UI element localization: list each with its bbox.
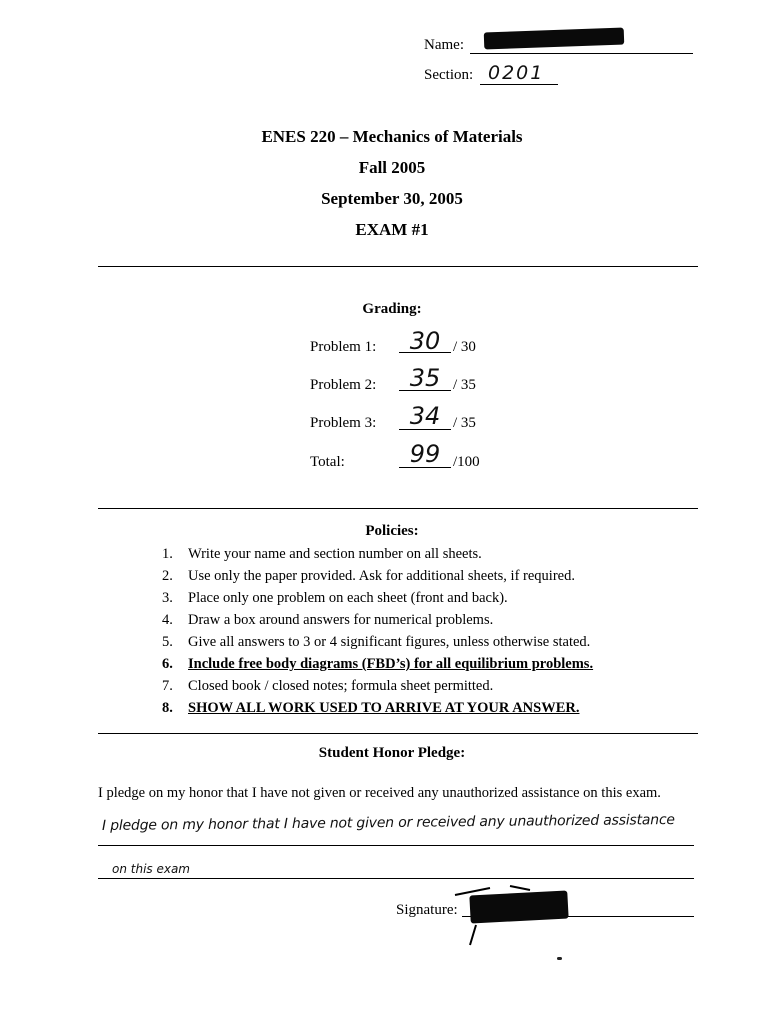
signature-stroke: [450, 880, 580, 950]
policy-text-emphasized: Include free body diagrams (FBD’s) for all equilibrium problems.: [188, 656, 594, 672]
policy-number: 7.: [162, 678, 173, 694]
name-field-line: [470, 53, 693, 54]
grade-score-total: 99: [409, 440, 441, 468]
policy-text: Give all answers to 3 or 4 significant figures, unless otherwise stated.: [188, 634, 591, 650]
exam-date: September 30, 2005: [321, 189, 463, 208]
policies-heading: Policies:: [365, 523, 419, 539]
grade-label-problem-3: Problem 3:: [310, 415, 377, 431]
policy-text: Closed book / closed notes; formula sheet permitted.: [188, 678, 494, 694]
policy-text-emphasized: SHOW ALL WORK USED TO ARRIVE AT YOUR ANSWER.: [188, 700, 580, 716]
grade-label-problem-2: Problem 2:: [310, 377, 377, 393]
course-title: ENES 220 – Mechanics of Materials: [261, 127, 523, 146]
grading-heading: Grading:: [362, 301, 422, 317]
policy-item: [162, 653, 593, 675]
policy-text: Use only the paper provided. Ask for additional sheets, if required.: [188, 568, 575, 584]
pledge-line-1: [98, 845, 694, 846]
section-value: 0201: [488, 62, 545, 84]
policy-number: 1.: [162, 546, 173, 562]
policy-item: [162, 543, 593, 565]
section-field-line: [480, 84, 558, 85]
pledge-line-2: [98, 878, 694, 879]
policy-item: [162, 565, 593, 587]
divider-middle: [98, 508, 698, 509]
grade-line-problem-2: [399, 390, 451, 391]
policy-item: [162, 587, 593, 609]
pledge-heading: Student Honor Pledge:: [318, 745, 466, 761]
policy-number: 5.: [162, 634, 173, 650]
pledge-handwritten-line-1: I pledge on my honor that I have not given or received any unauthorized assistance: [101, 812, 675, 834]
policy-number: 2.: [162, 568, 173, 584]
policy-item: [162, 609, 593, 631]
divider-bottom: [98, 733, 698, 734]
signature-label: Signature:: [396, 902, 458, 918]
policy-number: 6.: [162, 656, 173, 672]
grade-line-problem-1: [399, 352, 451, 353]
grade-line-problem-3: [399, 429, 451, 430]
grade-score-problem-1: 30: [409, 327, 441, 355]
exam-number: EXAM #1: [355, 220, 429, 239]
grade-score-problem-3: 34: [409, 402, 441, 430]
term-title: Fall 2005: [358, 158, 426, 177]
name-redaction: [484, 28, 625, 50]
pledge-handwritten-line-2: on this exam: [112, 862, 190, 876]
policy-item: [162, 675, 593, 697]
policy-number: 8.: [162, 700, 173, 716]
grade-line-total: [399, 467, 451, 468]
grade-max-problem-1: / 30: [453, 339, 476, 355]
section-label: Section:: [424, 67, 474, 83]
policy-number: 4.: [162, 612, 173, 628]
grade-max-problem-3: / 35: [453, 415, 476, 431]
grade-max-total: /100: [453, 454, 480, 470]
policy-text: Write your name and section number on all sheets.: [188, 546, 482, 562]
policies-list: [162, 543, 593, 719]
policy-text: Draw a box around answers for numerical problems.: [188, 612, 494, 628]
policy-item: [162, 697, 593, 719]
policy-item: [162, 631, 593, 653]
policy-text: Place only one problem on each sheet (front and back).: [188, 590, 508, 606]
stray-mark: [557, 957, 562, 960]
pledge-statement: I pledge on my honor that I have not given or received any unauthorized assistance on this exam.: [98, 785, 661, 801]
divider-top: [98, 266, 698, 267]
grade-max-problem-2: / 35: [453, 377, 476, 393]
grade-score-problem-2: 35: [409, 364, 441, 392]
grade-label-problem-1: Problem 1:: [310, 339, 377, 355]
name-label: Name:: [424, 37, 464, 53]
grade-label-total: Total:: [310, 454, 345, 470]
policy-number: 3.: [162, 590, 173, 606]
